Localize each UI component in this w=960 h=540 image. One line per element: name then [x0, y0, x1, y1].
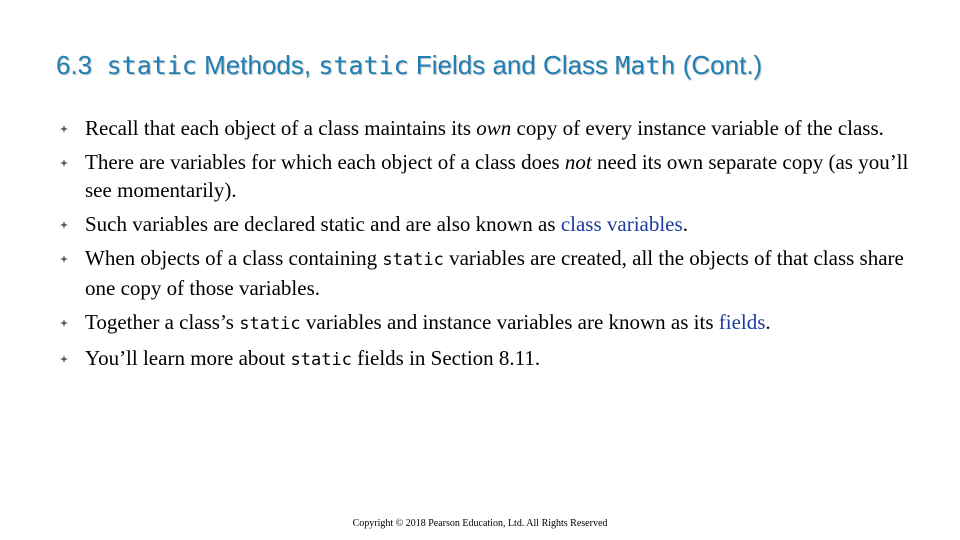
section-number: 6.3: [56, 50, 93, 80]
bullet-icon: [60, 125, 68, 133]
bullet-text: Recall that each object of a class maintains its: [85, 116, 477, 140]
code-static: static: [239, 314, 301, 334]
slide-title: [56, 50, 762, 81]
copyright-footer: Copyright © 2018 Pearson Education, Ltd. All Rights Reserved: [352, 518, 608, 529]
bullet-icon: [60, 221, 68, 229]
bullet-icon: [60, 355, 68, 363]
bullet-text: .: [765, 310, 771, 334]
bullet-text: fields in Section 8.11.: [351, 346, 541, 370]
bullet-item-5: [60, 308, 920, 338]
bullet-text: copy of every instance variable of the class.: [511, 116, 884, 140]
emphasis-own: own: [476, 116, 512, 140]
bullet-text: need its own separate copy (as you’ll see momentarily).: [85, 150, 909, 202]
title-text-2: Fields and Class: [408, 50, 616, 80]
title-text-3: (Cont.): [675, 50, 763, 80]
title-text-1: Methods,: [196, 50, 319, 80]
bullet-text: You’ll learn more about: [85, 346, 291, 370]
bullet-item-1: [60, 114, 920, 142]
bullet-list: [60, 114, 920, 380]
bullet-item-6: [60, 344, 920, 374]
title-code-static-2: static: [318, 51, 409, 80]
bullet-text: variables are created, all the objects of that class share one copy of those variables.: [85, 246, 904, 300]
term-class-variables: class variables: [560, 212, 683, 236]
emphasis-not: not: [564, 150, 592, 174]
bullet-icon: [60, 255, 68, 263]
title-code-static-1: static: [106, 51, 197, 80]
bullet-text: There are variables for which each object of a class does: [85, 150, 565, 174]
bullet-text: .: [682, 212, 688, 236]
term-fields: fields: [718, 310, 766, 334]
bullet-icon: [60, 159, 68, 167]
bullet-item-4: [60, 244, 920, 302]
code-static: static: [382, 250, 444, 270]
bullet-text: Together a class’s: [85, 310, 240, 334]
bullet-text: Such variables are declared static and are also known as: [85, 212, 561, 236]
bullet-item-3: [60, 210, 920, 238]
bullet-item-2: [60, 148, 920, 204]
bullet-text: When objects of a class containing: [85, 246, 383, 270]
code-static: static: [290, 350, 352, 370]
title-code-math: Math: [615, 51, 676, 80]
bullet-text: variables and instance variables are known as its: [300, 310, 719, 334]
bullet-icon: [60, 319, 68, 327]
